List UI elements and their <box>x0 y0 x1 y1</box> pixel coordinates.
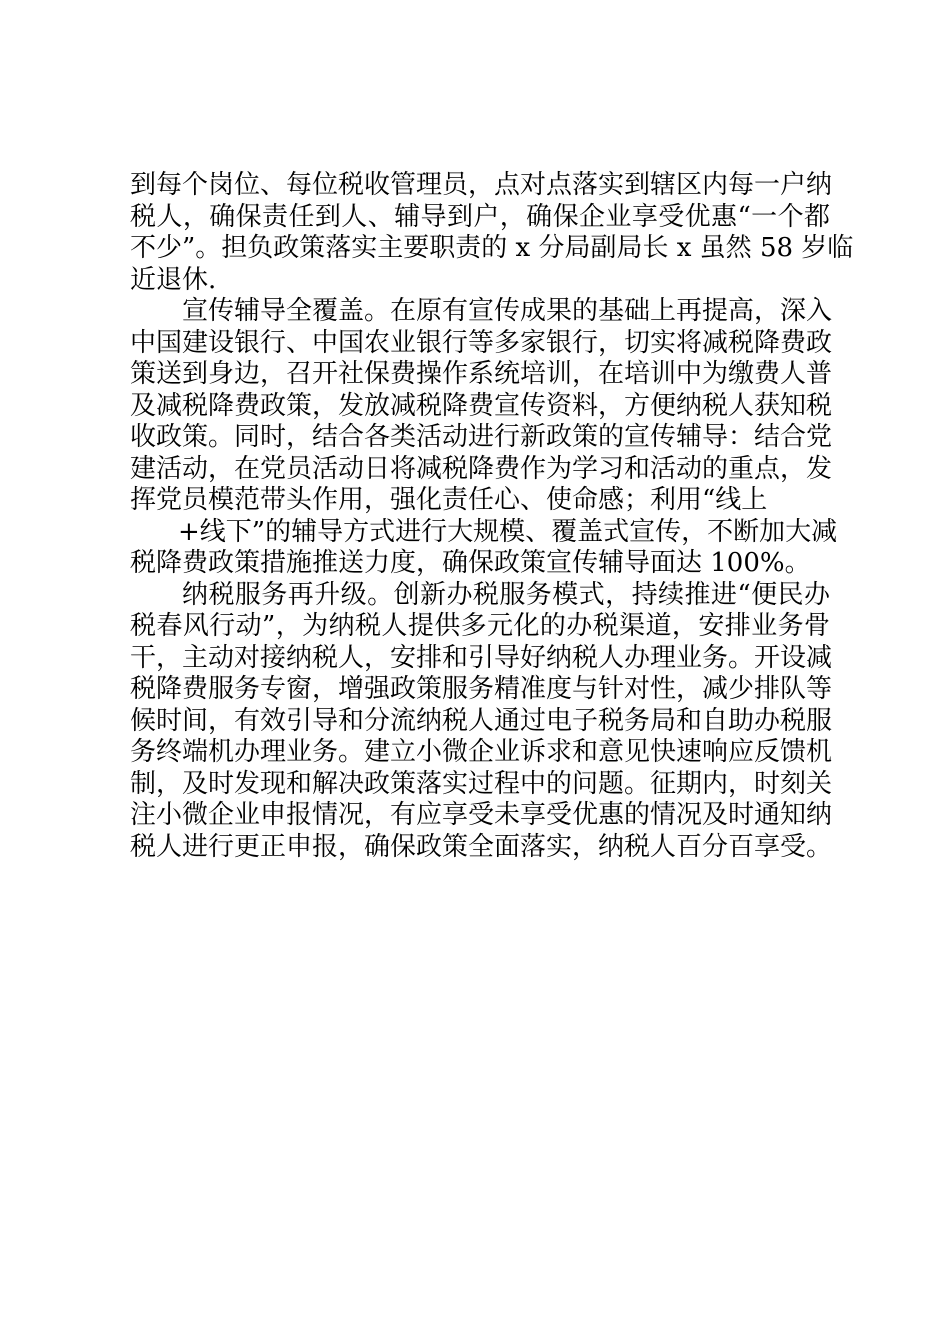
text-line: 近退休. <box>130 264 217 295</box>
text-line: 干，主动对接纳税人，安排和引导好纳税人办理业务。开设减 <box>130 642 833 673</box>
text-line: 及减税降费政策，发放减税降费宣传资料，方便纳税人获知税 <box>130 390 833 421</box>
text-line: 收政策。同时，结合各类活动进行新政策的宣传辅导：结合党 <box>130 422 833 452</box>
text-line: 中国建设银行、中国农业银行等多家银行，切实将减税降费政 <box>130 327 833 358</box>
document-body <box>130 170 854 863</box>
text-line: 税人进行更正申报，确保政策全面落实，纳税人百分百享受。 <box>130 831 833 862</box>
text-line: 税人，确保责任到人、辅导到户，确保企业享受优惠“一个都 <box>130 201 830 232</box>
text-line: +线下”的辅导方式进行大规模、覆盖式宣传，不断加大减 <box>178 516 838 547</box>
text-line: 税春风行动”，为纳税人提供多元化的办税渠道，安排业务骨 <box>130 611 830 641</box>
text-line: 到每个岗位、每位税收管理员，点对点落实到辖区内每一户纳 <box>130 170 833 200</box>
text-line: 不少”。担负政策落实主要职责的 x 分局副局长 x 虽然 58 岁临 <box>130 233 854 263</box>
paragraph-heading-line: 纳税服务再升级。创新办税服务模式，持续推进“便民办 <box>182 579 830 610</box>
text-line: 候时间，有效引导和分流纳税人通过电子税务局和自助办税服 <box>130 705 833 736</box>
text-line: 税降费服务专窗，增强政策服务精准度与针对性，减少排队等 <box>130 674 833 704</box>
text-line: 建活动，在党员活动日将减税降费作为学习和活动的重点，发 <box>130 453 833 484</box>
text-line: 挥党员模范带头作用，强化责任心、使命感；利用“线上 <box>130 485 768 515</box>
paragraph-heading-line: 宣传辅导全覆盖。在原有宣传成果的基础上再提高，深入 <box>182 296 833 326</box>
text-line: 制，及时发现和解决政策落实过程中的问题。征期内，时刻关 <box>130 768 833 799</box>
text-line: 策送到身边，召开社保费操作系统培训，在培训中为缴费人普 <box>130 359 833 389</box>
text-line: 注小微企业申报情况，有应享受未享受优惠的情况及时通知纳 <box>130 800 833 830</box>
text-line: 税降费政策措施推送力度，确保政策宣传辅导面达 100%。 <box>130 548 811 578</box>
text-line: 务终端机办理业务。建立小微企业诉求和意见快速响应反馈机 <box>130 737 833 767</box>
